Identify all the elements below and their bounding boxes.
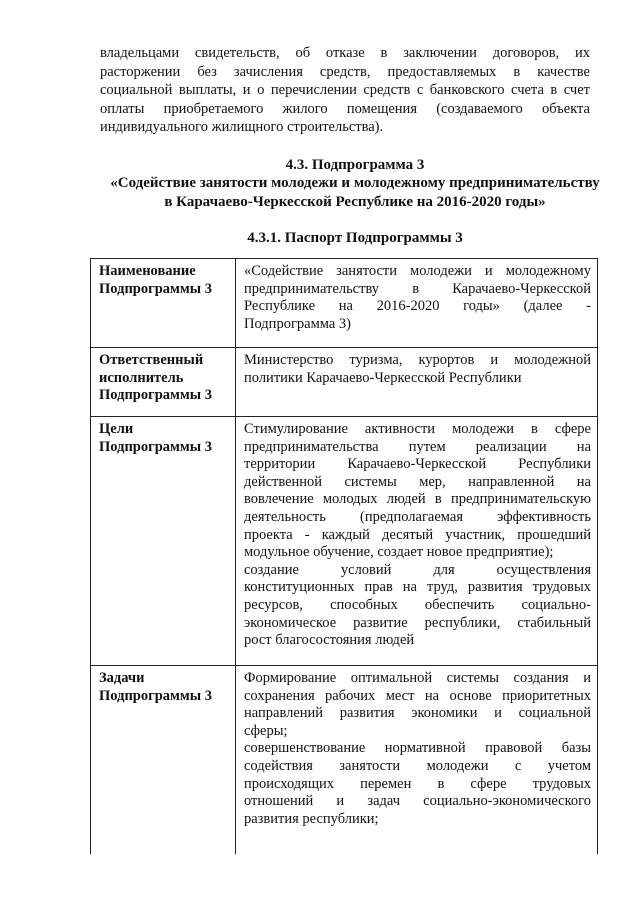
- section-title-line-2: в Карачаево-Черкесской Республике на 2016-2020 годы»: [164, 194, 546, 210]
- row-value-line: создание условий для осуществления: [244, 561, 591, 578]
- intro-line: оплаты приобретаемого жилого помещения (создаваемого объекта: [100, 100, 590, 117]
- row-value-line: Стимулирование активности молодежи в сфере: [244, 421, 591, 437]
- row-label: Подпрограммы 3: [99, 687, 212, 704]
- row-value-cell: [236, 348, 598, 417]
- passport-table: [90, 258, 598, 854]
- intro-paragraph: [100, 44, 590, 137]
- row-value-cell: [236, 666, 598, 855]
- row-label: Наименование: [99, 263, 196, 279]
- row-value-line: проекта - каждый десятый участник, прошедший: [244, 526, 591, 543]
- row-label: Подпрограммы 3: [99, 438, 212, 455]
- row-value-line: ресурсов, способных обеспечить социально-: [244, 596, 591, 613]
- row-label: исполнитель: [99, 369, 184, 386]
- section-number-heading: 4.3. Подпрограмма 3: [285, 157, 425, 173]
- row-label-cell: [91, 259, 236, 348]
- row-value-line: рост благосостояния людей: [244, 632, 415, 649]
- row-value-line: содействия занятости молодежи с учетом: [244, 757, 591, 774]
- row-label-cell: [91, 417, 236, 666]
- row-value-line: сохранения рабочих мест на основе приоритетных: [244, 687, 591, 704]
- row-label-cell: [91, 348, 236, 417]
- intro-line: социальной выплаты, и о перечислении средств с банковского счета в счет: [100, 82, 590, 98]
- row-value-line: модульное обучение, создает новое предприятие);: [244, 544, 554, 561]
- row-value-line: территории Карачаево-Черкесской Республики: [244, 456, 591, 473]
- row-label: Ответственный: [99, 352, 204, 368]
- row-value-line: совершенствование нормативной правовой базы: [244, 740, 591, 757]
- subsection-heading: 4.3.1. Паспорт Подпрограммы 3: [247, 230, 463, 246]
- intro-line: индивидуального жилищного строительства).: [100, 119, 384, 135]
- table-row: [91, 259, 598, 348]
- row-value-line: направлений развития экономики и социальной: [244, 705, 591, 722]
- row-value-line: Подпрограмма 3): [244, 315, 351, 332]
- intro-line: владельцами свидетельств, об отказе в заключении договоров, их: [100, 45, 590, 61]
- intro-line: расторжении без зачисления средств, предоставляемых в качестве: [100, 63, 590, 80]
- row-value-line: вовлечение молодых людей в предпринимательскую: [244, 491, 591, 508]
- row-value-line: деятельность (предполагаемая эффективность: [244, 508, 591, 525]
- row-value-line: Формирование оптимальной системы создания и: [244, 670, 591, 686]
- row-label: Подпрограммы 3: [99, 387, 212, 404]
- table-row: [91, 417, 598, 666]
- row-value-line: политики Карачаево-Черкесской Республики: [244, 369, 522, 386]
- row-label: Подпрограммы 3: [99, 280, 212, 297]
- row-value-line: предпринимательства путем реализации на: [244, 438, 591, 455]
- row-value-cell: [236, 259, 598, 348]
- row-value-line: отношений и задач социально-экономического: [244, 793, 591, 810]
- row-value-line: происходящих перемен в сфере трудовых: [244, 775, 591, 792]
- table-row: [91, 348, 598, 417]
- table-row: [91, 666, 598, 855]
- row-value-line: Республике на 2016-2020 годы» (далее -: [244, 298, 591, 315]
- row-label: Цели: [99, 421, 134, 437]
- row-value-line: экономическое развитие республики, стабильный: [244, 614, 591, 631]
- row-value-line: сферы;: [244, 722, 288, 739]
- section-title-line-1: «Содействие занятости молодежи и молодежному предпринимательству: [110, 175, 600, 191]
- row-value-line: конституционных прав на труд, развития трудовых: [244, 579, 591, 596]
- row-value-line: предпринимательству в Карачаево-Черкесской: [244, 280, 591, 297]
- row-value-line: развития республики;: [244, 810, 379, 827]
- row-value-line: действенной системы мер, направленной на: [244, 473, 591, 490]
- row-value-line: «Содействие занятости молодежи и молодежному: [244, 263, 591, 279]
- row-value-line: Министерство туризма, курортов и молодежной: [244, 352, 591, 368]
- row-label: Задачи: [99, 670, 145, 686]
- row-label-cell: [91, 666, 236, 855]
- row-value-cell: [236, 417, 598, 666]
